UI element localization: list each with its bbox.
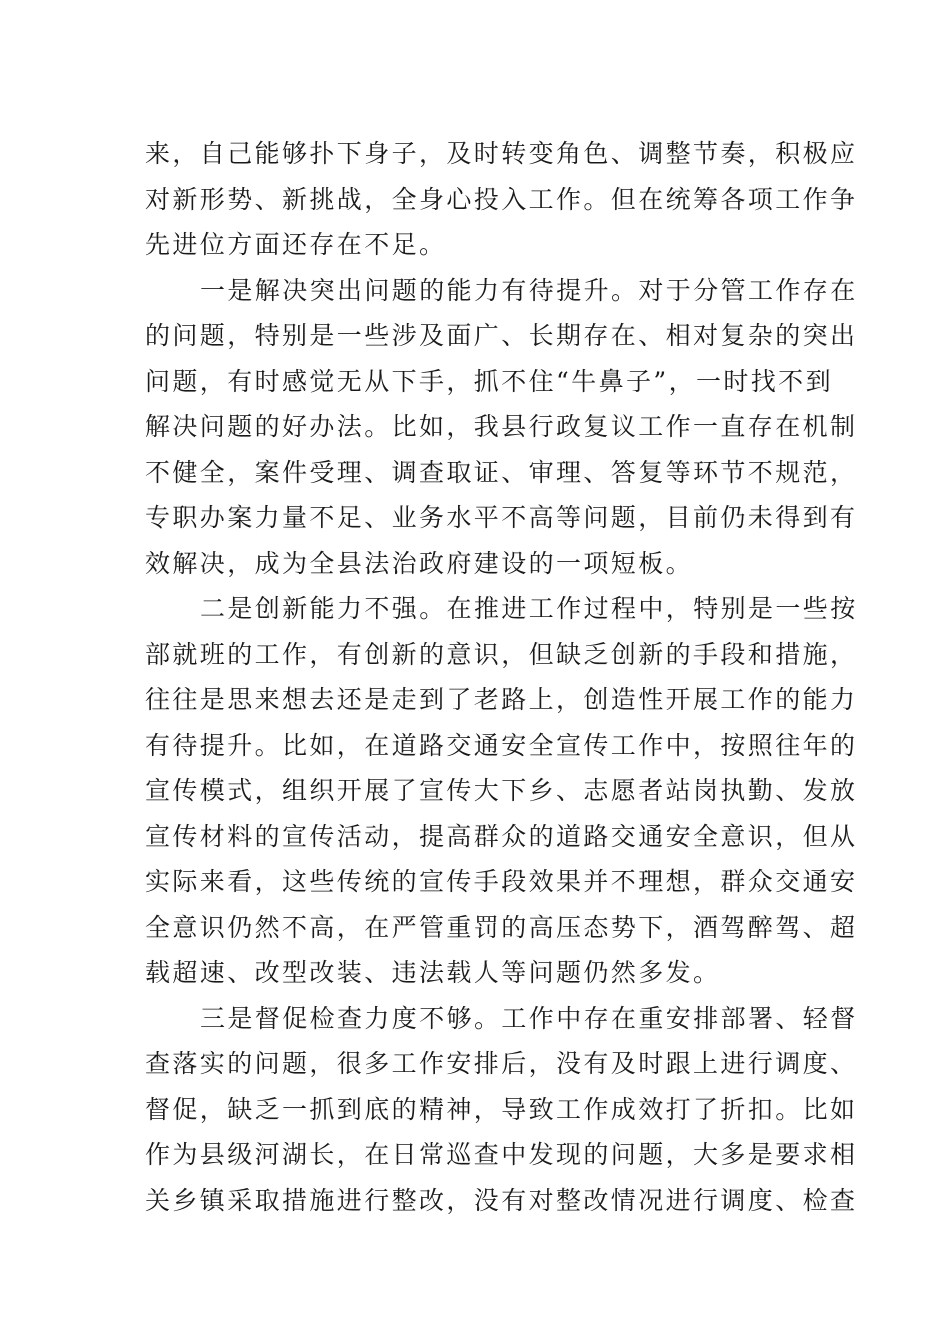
text-line: 部就班的工作，有创新的意识，但缺乏创新的手段和措施， bbox=[145, 639, 858, 669]
text-line: 问题，有时感觉无从下手，抓不住“牛鼻子”，一时找不到 bbox=[145, 366, 833, 396]
text-line: 效解决，成为全县法治政府建设的一项短板。 bbox=[145, 548, 694, 578]
text-line: 来，自己能够扑下身子，及时转变角色、调整节奏，积极应 bbox=[145, 139, 858, 168]
text-line: 载超速、改型改装、违法载人等问题仍然多发。 bbox=[145, 958, 721, 987]
paragraph-first-line: 一是解决突出问题的能力有待提升。对于分管工作存在 bbox=[200, 275, 858, 305]
text-line: 解决问题的好办法。比如，我县行政复议工作一直存在机制 bbox=[145, 412, 858, 441]
text-line: 的问题，特别是一些涉及面广、长期存在、相对复杂的突出 bbox=[145, 321, 858, 350]
text-line: 不健全，案件受理、调查取证、审理、答复等环节不规范， bbox=[145, 457, 858, 487]
text-line: 全意识仍然不高，在严管重罚的高压态势下，酒驾醉驾、超 bbox=[145, 912, 858, 942]
text-line: 专职办案力量不足、业务水平不高等问题，目前仍未得到有 bbox=[145, 503, 858, 532]
text-line: 作为县级河湖长，在日常巡查中发现的问题，大多是要求相 bbox=[145, 1140, 858, 1169]
text-line: 关乡镇采取措施进行整改，没有对整改情况进行调度、检查 bbox=[145, 1185, 858, 1215]
text-line: 有待提升。比如，在道路交通安全宣传工作中，按照往年的 bbox=[145, 730, 858, 760]
text-line: 宣传材料的宣传活动，提高群众的道路交通安全意识，但从 bbox=[145, 821, 858, 851]
text-line: 往往是思来想去还是走到了老路上，创造性开展工作的能力 bbox=[145, 685, 858, 714]
body-text bbox=[145, 131, 858, 1223]
paragraph-first-line: 三是督促检查力度不够。工作中存在重安排部署、轻督 bbox=[200, 1003, 858, 1033]
text-line: 宣传模式，组织开展了宣传大下乡、志愿者站岗执勤、发放 bbox=[145, 776, 858, 805]
text-line: 督促，缺乏一抓到底的精神，导致工作成效打了折扣。比如 bbox=[145, 1094, 858, 1124]
text-line: 对新形势、新挑战，全身心投入工作。但在统筹各项工作争 bbox=[145, 184, 858, 214]
text-line: 先进位方面还存在不足。 bbox=[145, 230, 447, 259]
text-line: 查落实的问题，很多工作安排后，没有及时跟上进行调度、 bbox=[145, 1049, 858, 1078]
paragraph-first-line: 二是创新能力不强。在推进工作过程中，特别是一些按 bbox=[200, 594, 858, 623]
text-line: 实际来看，这些传统的宣传手段效果并不理想，群众交通安 bbox=[145, 867, 858, 896]
